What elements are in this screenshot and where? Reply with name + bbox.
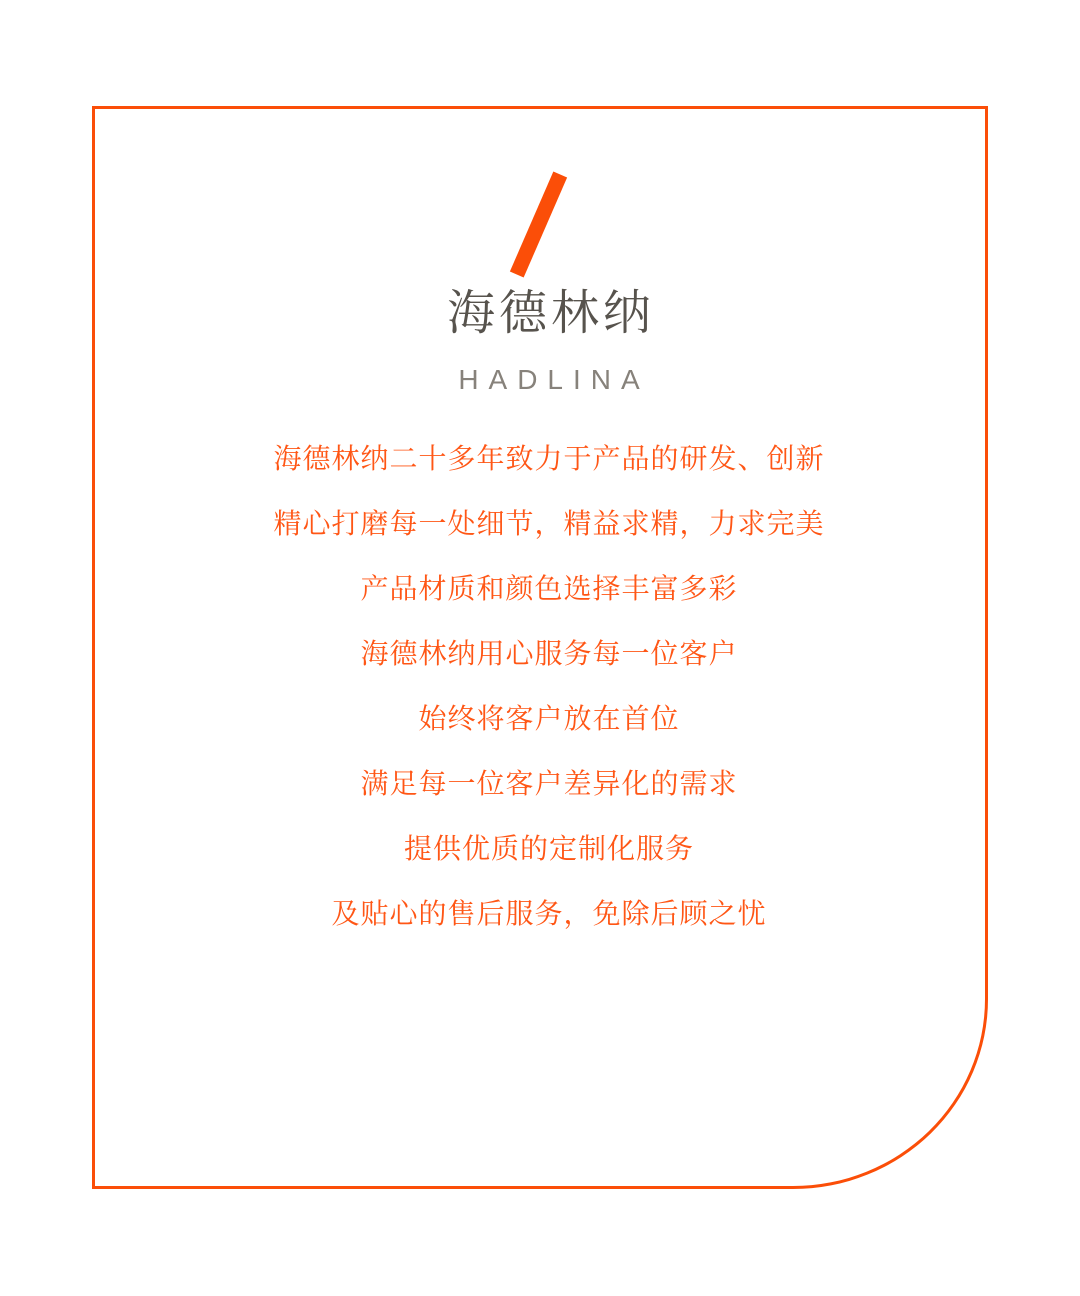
brand-name-chinese: 海德林纳 <box>446 287 655 340</box>
intro-line: 海德林纳二十多年致力于产品的研发、创新 <box>273 443 825 474</box>
intro-text-block <box>101 444 997 929</box>
intro-line: 海德林纳用心服务每一位客户 <box>360 638 738 669</box>
intro-line: 精心打磨每一处细节，精益求精，力求完美 <box>273 508 825 539</box>
intro-line: 及贴心的售后服务，免除后顾之忧 <box>331 898 767 929</box>
intro-line: 产品材质和颜色选择丰富多彩 <box>360 573 738 604</box>
brand-name-english: HADLINA <box>458 364 650 395</box>
intro-line: 提供优质的定制化服务 <box>403 833 694 864</box>
intro-line: 满足每一位客户差异化的需求 <box>360 768 738 799</box>
content-column <box>101 0 997 964</box>
intro-line: 始终将客户放在首位 <box>418 703 680 734</box>
